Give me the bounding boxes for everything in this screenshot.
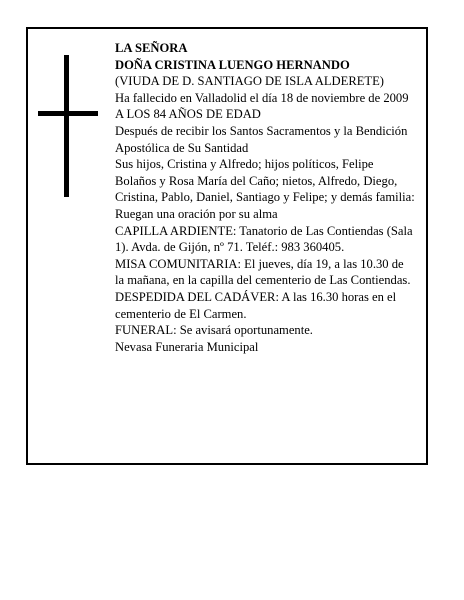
- mass-info: MISA COMUNITARIA: El jueves, día 19, a las 10.30 de la mañana, en la capilla del cementerio de Las Contiendas.: [115, 256, 411, 288]
- age-statement: A LOS 84 AÑOS DE EDAD: [115, 107, 261, 122]
- farewell-info: DESPEDIDA DEL CADÁVER: A las 16.30 horas en el cementerio de El Carmen.: [115, 289, 397, 321]
- deceased-name: DOÑA CRISTINA LUENGO HERNANDO: [115, 57, 350, 72]
- cross-vertical-bar: [64, 55, 69, 197]
- funeral-info: FUNERAL: Se avisará oportunamente.: [115, 323, 313, 338]
- cross-icon: [38, 55, 98, 197]
- notice-heading: LA SEÑORA: [115, 41, 188, 55]
- widow-of: (VIUDA DE D. SANTIAGO DE ISLA ALDERETE): [115, 74, 384, 89]
- funeral-home: Nevasa Funeraria Municipal: [115, 339, 259, 354]
- notice-text: [115, 40, 415, 355]
- sacraments-statement: Después de recibir los Santos Sacramentos y la Bendición Apostólica de Su Santidad: [115, 123, 408, 155]
- prayer-request: Ruegan una oración por su alma: [115, 206, 278, 221]
- obituary-notice: [26, 27, 428, 465]
- family-statement: Sus hijos, Cristina y Alfredo; hijos políticos, Felipe Bolaños y Rosa María del Caño; nietos, Alfredo, Diego, Cristina, Pablo, Daniel, Santiago y Felipe; y demás familia:: [115, 157, 415, 205]
- death-statement: Ha fallecido en Valladolid el día 18 de noviembre de 2009: [115, 90, 409, 105]
- chapel-info: CAPILLA ARDIENTE: Tanatorio de Las Contiendas (Sala 1). Avda. de Gijón, nº 71. Teléf.: 983 360405.: [115, 223, 413, 255]
- cross-horizontal-bar: [38, 111, 98, 116]
